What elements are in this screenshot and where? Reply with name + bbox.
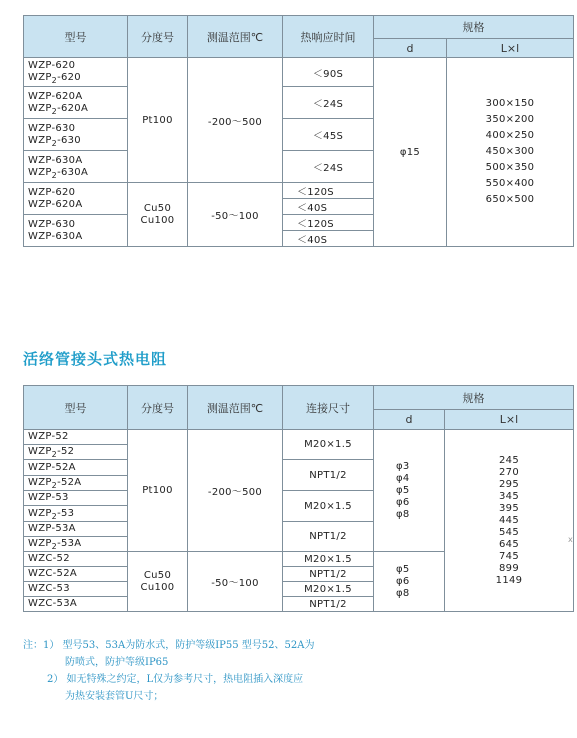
note-line: 为热安装套管U尺寸； [65, 691, 164, 702]
spec-d-values: φ5 φ6 φ8 [374, 552, 445, 612]
model-cell: $WZP_2-52$ [24, 445, 128, 460]
model-cell: $WZP_2-52A$ [24, 476, 128, 491]
model-cell: WZC-53A [24, 597, 128, 612]
model-cell: $WZP_2-53A$ [24, 537, 128, 552]
spec-d-value: φ15 [374, 58, 447, 247]
model-cell: WZP-52A [24, 460, 128, 476]
model-cell: WZP-630 WZP-630A [24, 215, 128, 247]
connection-size: M20×1.5 [283, 430, 374, 460]
connection-size: M20×1.5 [283, 491, 374, 522]
header-spec-d: d [374, 39, 447, 58]
header-spec-d: d [374, 410, 445, 430]
note-line: 2） 如无特殊之约定，L仅为参考尺寸，热电阻插入深度应 [47, 674, 304, 685]
connection-size: NPT1/2 [283, 522, 374, 552]
stray-mark: x [568, 535, 573, 544]
temp-range-pt100: -200～500 [188, 58, 283, 183]
model-cell: WZP-52 [24, 430, 128, 445]
response-time: ＜40S [283, 199, 374, 215]
spec-lxl-values: 300×150 350×200 400×250 450×300 500×350 550×400 650×500 [447, 58, 574, 247]
section-title: 活络管接头式热电阻 [23, 350, 168, 368]
response-time: ＜24S [283, 87, 374, 119]
temp-range-pt100: -200～500 [188, 430, 283, 552]
header-temp-range: 测温范围℃ [188, 16, 283, 58]
model-cell: WZP-620 WZP-620A [24, 183, 128, 215]
temp-range-cu: -50～100 [188, 552, 283, 612]
footnotes [23, 637, 563, 705]
model-cell: WZP-53A [24, 522, 128, 537]
connection-size: NPT1/2 [283, 567, 374, 582]
spec-lxl-values: 245 270 295 345 395 445 545 645 745 899 1149 [445, 430, 574, 612]
header-graduation: 分度号 [128, 386, 188, 430]
temp-range-cu: -50～100 [188, 183, 283, 247]
note-line: 注：1） 型号53、53A为防水式，防护等级IP55 型号52、52A为 [23, 640, 315, 651]
model-cell: WZC-53 [24, 582, 128, 597]
graduation-cu: Cu50 Cu100 [128, 183, 188, 247]
model-cell: WZP-620A $WZP_2-620A$ [24, 87, 128, 119]
header-model: 型号 [24, 16, 128, 58]
header-response-time: 热响应时间 [283, 16, 374, 58]
header-spec: 规格 [374, 16, 574, 39]
spec-d-values: φ3 φ4 φ5 φ6 φ8 [374, 430, 445, 552]
response-time: ＜90S [283, 58, 374, 87]
model-cell: WZP-53 [24, 491, 128, 506]
model-cell: $WZP_2-53$ [24, 506, 128, 522]
header-temp-range: 测温范围℃ [188, 386, 283, 430]
union-joint-resistor-spec-table [23, 385, 574, 612]
connection-size: M20×1.5 [283, 552, 374, 567]
header-connection: 连接尺寸 [283, 386, 374, 430]
graduation-cu: Cu50 Cu100 [128, 552, 188, 612]
connection-size: NPT1/2 [283, 460, 374, 491]
connection-size: M20×1.5 [283, 582, 374, 597]
model-cell: WZP-630 $WZP_2-630$ [24, 119, 128, 151]
response-time: ＜40S [283, 231, 374, 247]
model-cell: WZC-52 [24, 552, 128, 567]
model-cell: WZP-630A $WZP_2-630A$ [24, 151, 128, 183]
response-time: ＜120S [283, 215, 374, 231]
header-spec: 规格 [374, 386, 574, 410]
model-cell: WZP-620 $WZP_2-620$ [24, 58, 128, 87]
graduation-pt100: Pt100 [128, 430, 188, 552]
header-graduation: 分度号 [128, 16, 188, 58]
note-line: 防喷式，防护等级IP65 [65, 657, 169, 668]
header-spec-lxl: L×l [445, 410, 574, 430]
response-time: ＜45S [283, 119, 374, 151]
graduation-pt100: Pt100 [128, 58, 188, 183]
header-model: 型号 [24, 386, 128, 430]
thermal-resistor-spec-table [23, 15, 574, 247]
header-spec-lxl: L×l [447, 39, 574, 58]
response-time: ＜24S [283, 151, 374, 183]
model-cell: WZC-52A [24, 567, 128, 582]
response-time: ＜120S [283, 183, 374, 199]
connection-size: NPT1/2 [283, 597, 374, 612]
